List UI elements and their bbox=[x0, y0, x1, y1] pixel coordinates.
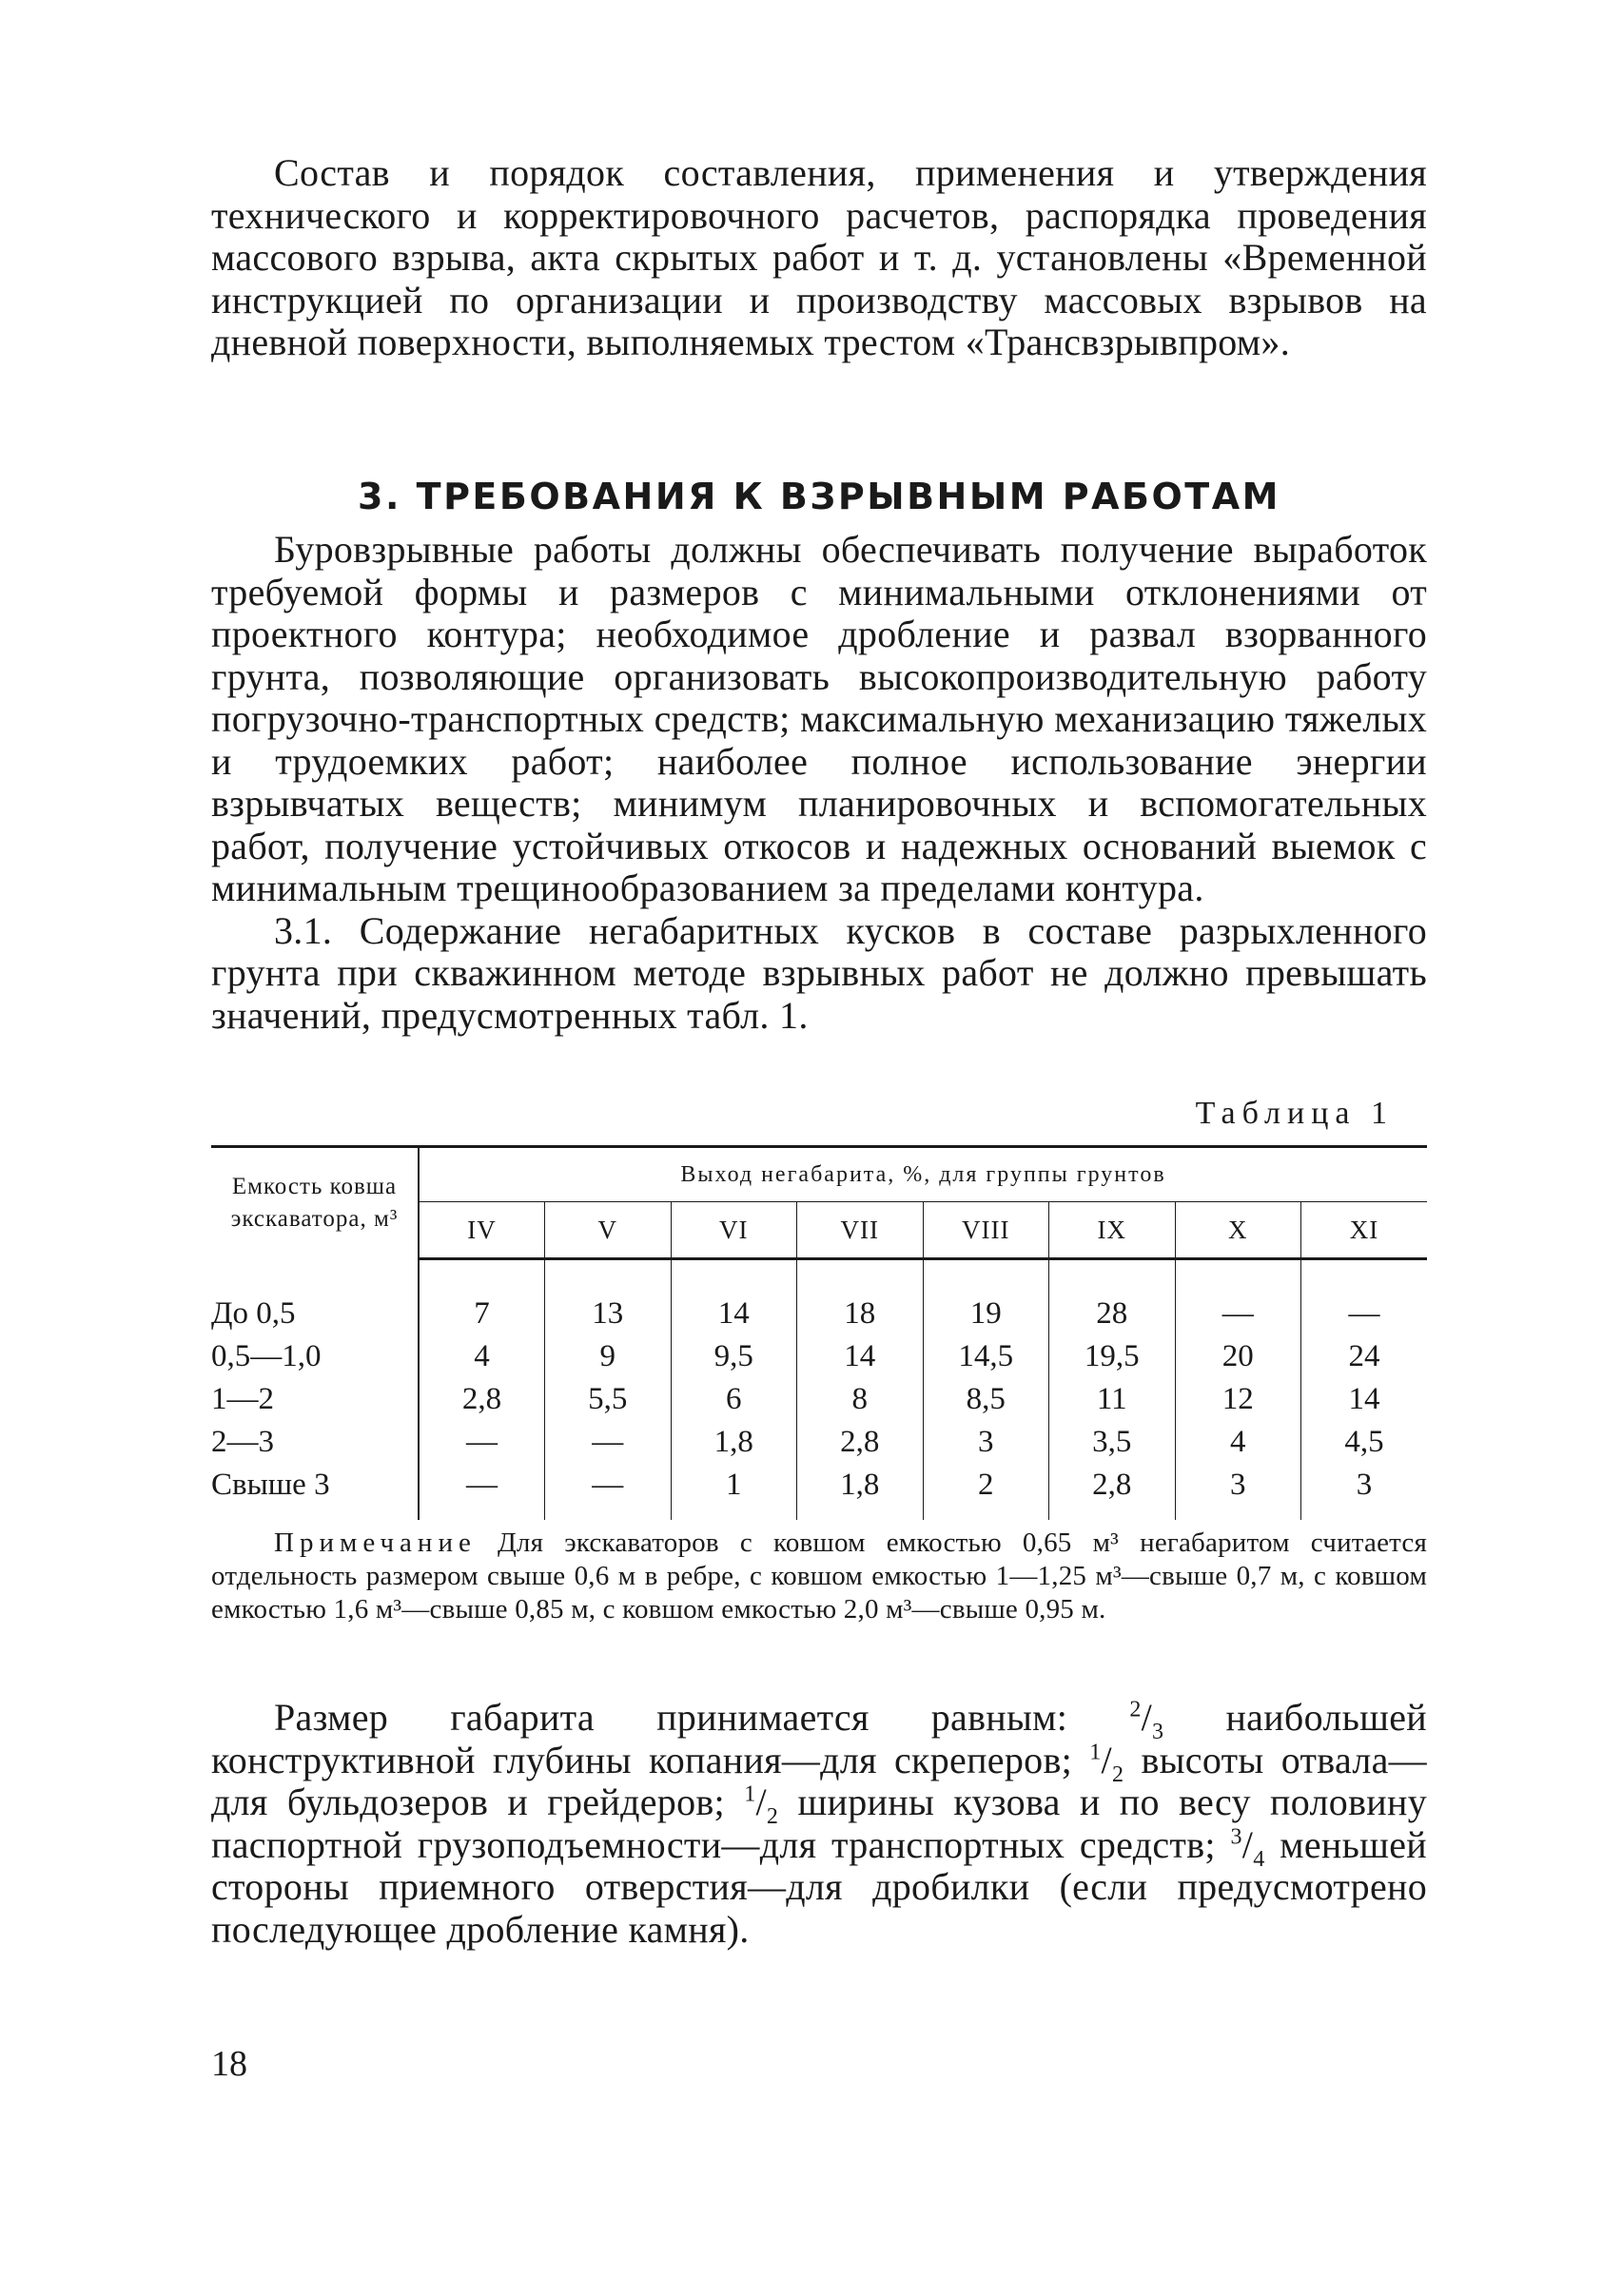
section-paragraph-2: 3.1. Содержание негабаритных кусков в составе разрыхленного грунта при скважинном методе взрывных работ не должно превышать значений, предусмотренных табл. 1. bbox=[211, 908, 1427, 1037]
table-cell: 28 bbox=[1049, 1293, 1176, 1335]
table-cell: 9,5 bbox=[671, 1335, 797, 1378]
column-header: VI bbox=[671, 1202, 797, 1259]
table-cell: 14 bbox=[1301, 1378, 1428, 1421]
table-cell: 1 bbox=[671, 1464, 797, 1520]
data-table bbox=[211, 1145, 1427, 1520]
table-note bbox=[211, 1527, 1427, 1626]
table-cell: 7 bbox=[474, 1296, 490, 1331]
table-cell: 14 bbox=[797, 1335, 924, 1378]
table-row bbox=[211, 1464, 1427, 1520]
column-header: VII bbox=[797, 1202, 924, 1259]
table-cell: 20 bbox=[1175, 1335, 1301, 1378]
fraction-numerator: 1 bbox=[1089, 1740, 1102, 1765]
fraction-numerator: 2 bbox=[1129, 1697, 1142, 1722]
fraction-denominator: 4 bbox=[1253, 1846, 1265, 1872]
table-row bbox=[211, 1421, 1427, 1464]
fraction-denominator: 2 bbox=[1111, 1761, 1124, 1787]
section-heading: 3. ТРЕБОВАНИЯ К ВЗРЫВНЫМ РАБОТАМ bbox=[358, 476, 1280, 517]
table-row bbox=[211, 1335, 1427, 1378]
note-label: Примечание bbox=[274, 1527, 477, 1558]
final-paragraph: Размер габарита принимается равным: $^2/_3$ наибольшей конструктивной глубины копания—для скреперов; $^1/_2$ высоты отвала—для бульдозеров и грейдеров; $^1/_2$ ширины кузова и по весу половину паспортной грузоподъемности—для транспортных средств; $^3/_4$ меньшей стороны приемного отверстия—для дробилки (если предусмотрено последующее дробление камня). bbox=[211, 1696, 1428, 1951]
intro-text-block bbox=[211, 152, 1427, 364]
table-cell: 1,8 bbox=[797, 1464, 924, 1520]
section-body bbox=[211, 529, 1427, 1037]
table-cell: 14,5 bbox=[923, 1335, 1049, 1378]
stub-header-line2: экскаватора, м³ bbox=[230, 1206, 399, 1233]
final-part-2: наибольшей конструктивной глубины копания—для скреперов; bbox=[211, 1696, 1428, 1781]
intro-paragraph: Состав и порядок составления, применения и утверждения технического и корректировочного расчетов, распорядка проведения массового взрыва, акта скрытых работ и т. д. установлены «Временной инструкцией по организации и производству массовых взрывов на дневной поверхности, выполняемых трестом «Трансвзрывпром». bbox=[211, 151, 1427, 363]
group-header: Выход негабарита, %, для группы грунтов bbox=[419, 1147, 1427, 1202]
row-label: 2—3 bbox=[211, 1421, 419, 1464]
row-label: 0,5—1,0 bbox=[211, 1335, 419, 1378]
table-cell: 19 bbox=[923, 1293, 1049, 1335]
table-cell: — bbox=[545, 1421, 672, 1464]
fraction-denominator: 2 bbox=[766, 1804, 779, 1829]
table-cell: 2,8 bbox=[461, 1382, 502, 1416]
row-label: До 0,5 bbox=[211, 1293, 419, 1335]
column-header: IV bbox=[419, 1202, 545, 1259]
table-cell: — bbox=[545, 1464, 672, 1520]
table-cell: 9 bbox=[545, 1335, 672, 1378]
table-cell: 14 bbox=[671, 1293, 797, 1335]
note-text: Для экскаваторов с ковшом емкостью 0,65 м³ негабаритом считается отдельность размером свыше 0,6 м в ребре, с ковшом емкостью 1—1,25 м³—свыше 0,7 м, с ковшом емкостью 1,6 м³—свыше 0,85 м, с ковшом емкостью 2,0 м³—свыше 0,95 м. bbox=[211, 1527, 1427, 1625]
table-cell: 2 bbox=[923, 1464, 1049, 1520]
row-label: 1—2 bbox=[211, 1378, 419, 1421]
table-cell: 11 bbox=[1049, 1378, 1176, 1421]
table-cell: — bbox=[466, 1468, 498, 1502]
table-container bbox=[211, 1145, 1427, 1520]
final-part-4: ширины кузова и по весу половину паспортной грузоподъемности—для транспортных средств; bbox=[211, 1780, 1427, 1866]
table-cell: 13 bbox=[545, 1293, 672, 1335]
final-text-block bbox=[211, 1697, 1427, 1951]
table-cell: 1,8 bbox=[671, 1421, 797, 1464]
table-header-row bbox=[211, 1147, 1427, 1202]
column-header: IX bbox=[1049, 1202, 1176, 1259]
table-cell: 8 bbox=[797, 1378, 924, 1421]
row-label: Свыше 3 bbox=[211, 1464, 419, 1520]
column-header: VIII bbox=[923, 1202, 1049, 1259]
table-cell: 18 bbox=[797, 1293, 924, 1335]
fraction-numerator: 1 bbox=[744, 1781, 756, 1807]
table-cell: 3,5 bbox=[1049, 1421, 1176, 1464]
table-row bbox=[211, 1293, 1427, 1335]
table-cell: 4 bbox=[1175, 1421, 1301, 1464]
final-part-3: высоты отвала—для бульдозеров и грейдеров; bbox=[211, 1738, 1427, 1823]
table-cell: 4,5 bbox=[1301, 1421, 1428, 1464]
table-cell: 3 bbox=[923, 1421, 1049, 1464]
table-cell: — bbox=[1175, 1293, 1301, 1335]
final-part-1: Размер габарита принимается равным: bbox=[274, 1696, 1130, 1739]
fraction-numerator: 3 bbox=[1230, 1824, 1242, 1850]
table-cell: 12 bbox=[1175, 1378, 1301, 1421]
table-spacer-row bbox=[211, 1259, 1427, 1294]
table-cell: — bbox=[1301, 1293, 1428, 1335]
table-cell: 6 bbox=[671, 1378, 797, 1421]
table-cell: 2,8 bbox=[1049, 1464, 1176, 1520]
table-cell: 24 bbox=[1301, 1335, 1428, 1378]
table-caption: Таблица 1 bbox=[1195, 1096, 1394, 1131]
column-header: V bbox=[545, 1202, 672, 1259]
column-header: X bbox=[1175, 1202, 1301, 1259]
table-cell: 8,5 bbox=[923, 1378, 1049, 1421]
final-part-5: меньшей стороны приемного отверстия—для дробилки (если предусмотрено последующее дробление камня). bbox=[211, 1822, 1427, 1951]
stub-header-line1: Емкость ковша bbox=[231, 1174, 398, 1200]
table-cell: 4 bbox=[474, 1339, 490, 1373]
table-cell: 2,8 bbox=[797, 1421, 924, 1464]
table-cell: — bbox=[466, 1425, 498, 1459]
stub-header bbox=[211, 1147, 419, 1259]
section-paragraph-1: Буровзрывные работы должны обеспечивать получение выработок требуемой формы и размеров с минимальными отклонениями от проектного контура; необходимое дробление и развал взорванного грунта, позволяющие организовать высокопроизводительную работу погрузочно-транспортных средств; максимальную механизацию тяжелых и трудоемких работ; наиболее полное использование энергии взрывчатых веществ; минимум планировочных и вспомогательных работ, получение устойчивых откосов и надежных оснований выемок с минимальным трещинообразованием за пределами контура. bbox=[211, 528, 1427, 909]
column-header: XI bbox=[1301, 1202, 1428, 1259]
table-row bbox=[211, 1378, 1427, 1421]
fraction-denominator: 3 bbox=[1152, 1720, 1164, 1744]
page-number: 18 bbox=[211, 2044, 247, 2084]
table-cell: 5,5 bbox=[545, 1378, 672, 1421]
table-cell: 3 bbox=[1175, 1464, 1301, 1520]
table-cell: 19,5 bbox=[1049, 1335, 1176, 1378]
table-cell: 3 bbox=[1301, 1464, 1428, 1520]
